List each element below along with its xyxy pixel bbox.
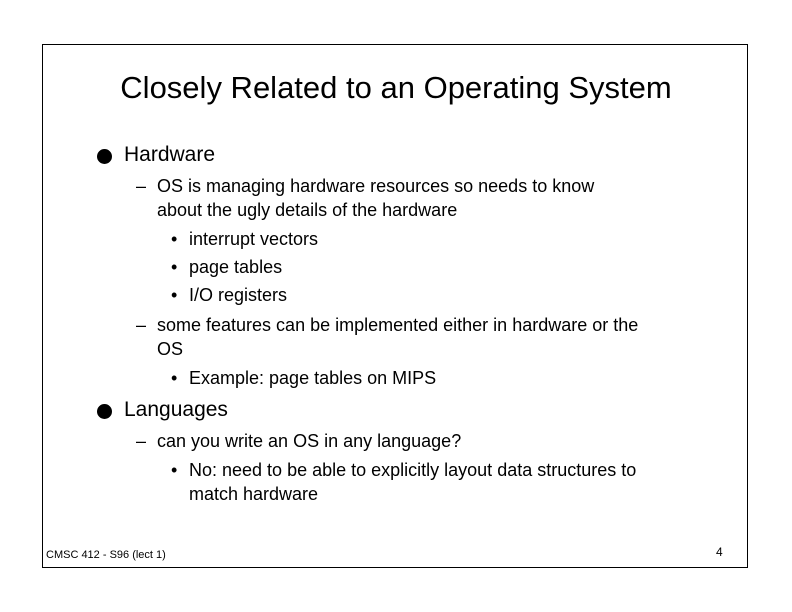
bullet-disc-icon bbox=[97, 404, 112, 419]
footer-course-label: CMSC 412 - S96 (lect 1) bbox=[46, 549, 166, 561]
bullet-dot-icon: • bbox=[171, 257, 178, 277]
sub-point-text: interrupt vectors bbox=[189, 229, 319, 249]
bullet-dot-icon: • bbox=[171, 229, 178, 249]
point-text: some features can be implemented either in hardware or the bbox=[157, 315, 639, 335]
slide-frame bbox=[42, 44, 748, 568]
sub-point-text: No: need to be able to explicitly layout data structures to bbox=[189, 460, 637, 480]
section-heading-languages: Languages bbox=[124, 398, 228, 421]
point-text: OS bbox=[157, 339, 184, 359]
dash-icon: – bbox=[136, 176, 147, 196]
sub-point-text: I/O registers bbox=[189, 285, 288, 305]
bullet-disc-icon bbox=[97, 149, 112, 164]
point-text: OS is managing hardware resources so needs to know bbox=[157, 176, 595, 196]
point-text: about the ugly details of the hardware bbox=[157, 200, 458, 220]
slide-title: Closely Related to an Operating System bbox=[120, 70, 672, 105]
page-number: 4 bbox=[716, 545, 723, 559]
sub-point-text: Example: page tables on MIPS bbox=[189, 368, 437, 388]
section-heading-hardware: Hardware bbox=[124, 143, 216, 166]
bullet-dot-icon: • bbox=[171, 368, 178, 388]
dash-icon: – bbox=[136, 431, 147, 451]
bullet-dot-icon: • bbox=[171, 285, 178, 305]
sub-point-text: match hardware bbox=[189, 484, 319, 504]
bullet-dot-icon: • bbox=[171, 460, 178, 480]
sub-point-text: page tables bbox=[189, 257, 283, 277]
point-text: can you write an OS in any language? bbox=[157, 431, 462, 451]
dash-icon: – bbox=[136, 315, 147, 335]
